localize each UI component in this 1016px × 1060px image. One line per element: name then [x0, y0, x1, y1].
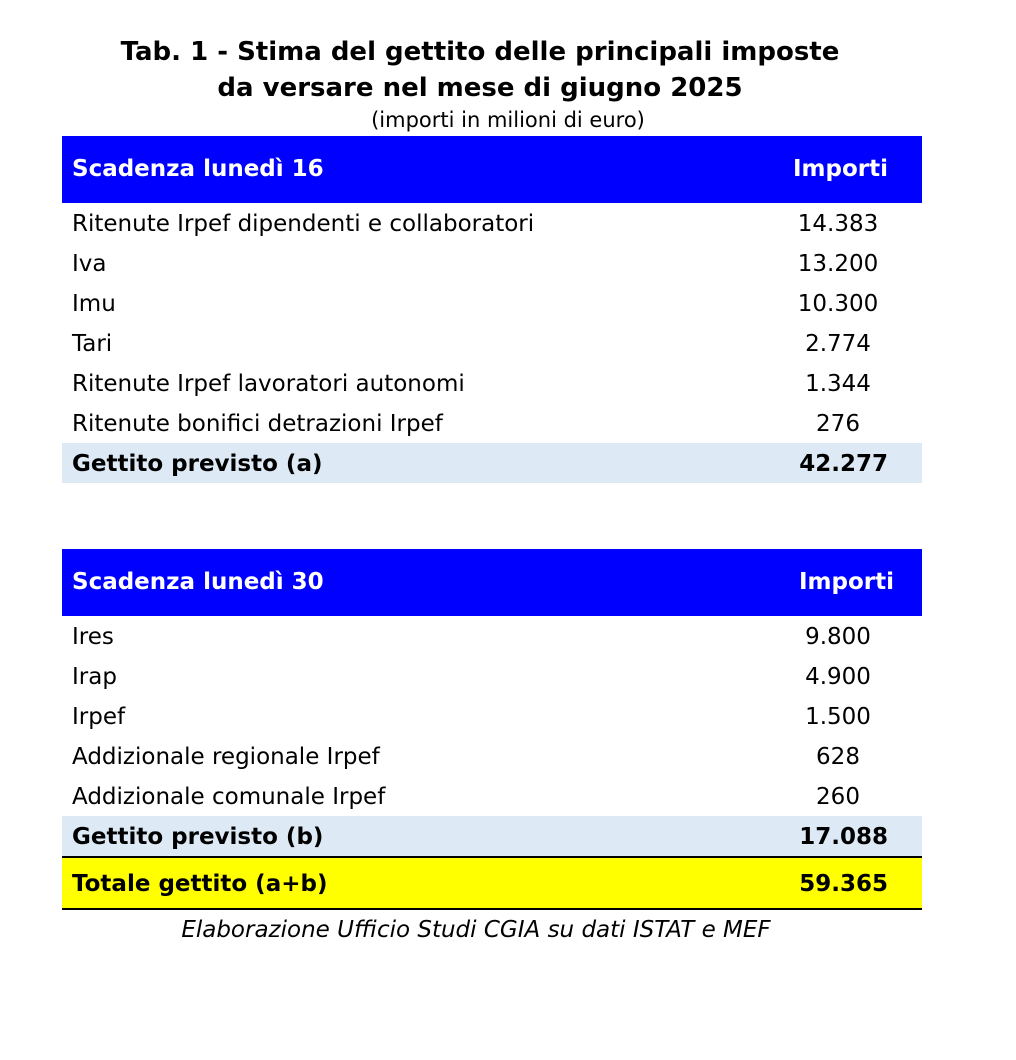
row-value: 260 [816, 784, 860, 810]
row-label: Iva [72, 251, 107, 277]
row-value: 10.300 [797, 291, 879, 317]
row-label: Tari [72, 331, 113, 357]
table-deadline-16 [62, 136, 922, 483]
header-label: Scadenza lunedì 30 [72, 569, 324, 595]
header-amount: Importi [792, 156, 888, 182]
table-row [62, 243, 922, 283]
row-value: 276 [816, 411, 860, 437]
table-row [62, 323, 922, 363]
grand-total-row [62, 856, 922, 910]
row-value: 9.800 [805, 624, 871, 650]
subtotal-row [62, 816, 922, 856]
row-value: 1.500 [805, 704, 871, 730]
row-label: Ires [72, 624, 114, 650]
row-label: Ritenute Irpef lavoratori autonomi [72, 371, 465, 397]
table-row [62, 403, 922, 443]
subtotal-value: 17.088 [799, 824, 888, 850]
table-header [62, 549, 922, 616]
row-label: Imu [72, 291, 116, 317]
row-value: 13.200 [797, 251, 879, 277]
row-label: Addizionale regionale Irpef [72, 744, 380, 770]
table-row [62, 203, 922, 243]
table-row [62, 283, 922, 323]
table-row [62, 736, 922, 776]
subtotal-value: 42.277 [799, 451, 888, 477]
row-value: 14.383 [797, 211, 879, 237]
row-value: 4.900 [805, 664, 871, 690]
row-label: Ritenute bonifici detrazioni Irpef [72, 411, 443, 437]
table-row [62, 616, 922, 656]
row-label: Addizionale comunale Irpef [72, 784, 386, 810]
subtotal-row [62, 443, 922, 483]
header-label: Scadenza lunedì 16 [72, 156, 324, 182]
subtotal-label: Gettito previsto (b) [72, 824, 324, 850]
row-label: Ritenute Irpef dipendenti e collaboratori [72, 211, 535, 237]
row-label: Irap [72, 664, 117, 690]
table-subtitle: (importi in milioni di euro) [371, 108, 645, 132]
header-amount: Importi [798, 569, 894, 595]
table-title-line-2: da versare nel mese di giugno 2025 [217, 73, 743, 103]
row-value: 2.774 [805, 331, 871, 357]
source-note: Elaborazione Ufficio Studi CGIA su dati ISTAT e MEF [181, 917, 771, 943]
table-deadline-30 [62, 549, 922, 910]
table-row [62, 696, 922, 736]
row-label: Irpef [72, 704, 126, 730]
table-row [62, 776, 922, 816]
row-value: 1.344 [805, 371, 871, 397]
table-header [62, 136, 922, 203]
grand-total-label: Totale gettito (a+b) [72, 871, 328, 897]
table-row [62, 656, 922, 696]
subtotal-label: Gettito previsto (a) [72, 451, 323, 477]
table-row [62, 363, 922, 403]
table-title-line-1: Tab. 1 - Stima del gettito delle principali imposte [120, 37, 840, 67]
row-value: 628 [816, 744, 860, 770]
grand-total-value: 59.365 [799, 871, 888, 897]
